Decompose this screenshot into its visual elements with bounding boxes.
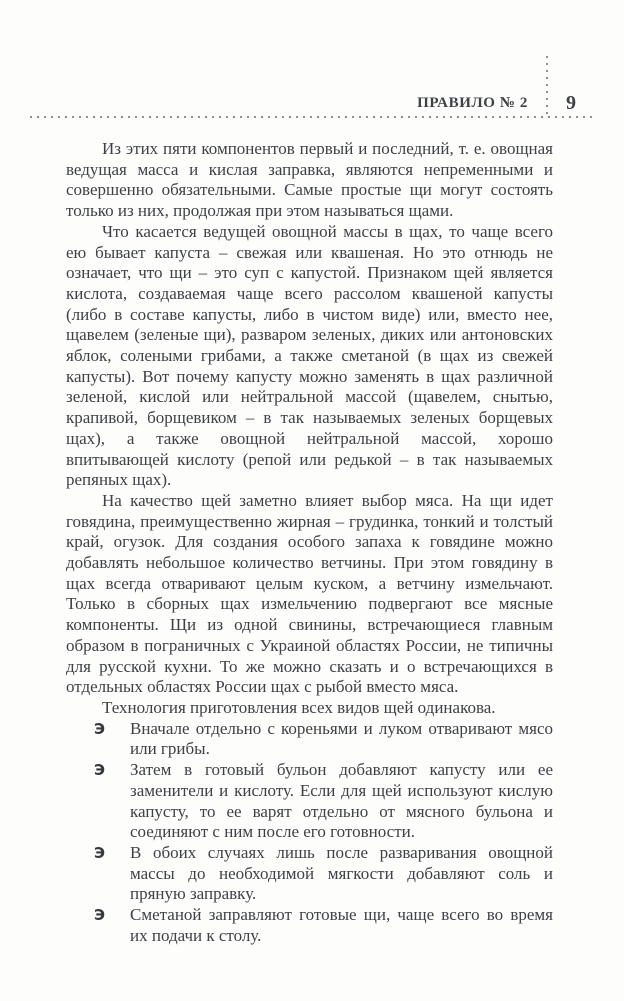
list-item bbox=[66, 760, 553, 843]
list-item bbox=[66, 719, 553, 760]
paragraph-3: На качество щей заметно влияет выбор мяса. На щи идет говядина, преимущественно жирная – грудинка, тонкий и толстый край, огузок. Для создания особого запаха к говядине можно добавлять небольшое количество ветчины. При этом говядину в щах всегда отваривают целым куском, а ветчину измельчают. Только в сборных щах измельчению подвергают все мясные компоненты. Щи из одной свинины, встречающиеся главным образом в пограничных с Украиной областях России, не типичны для русской кухни. То же можно сказать и о встречающихся в отдельных областях России щах с рыбой вместо мяса. bbox=[66, 490, 553, 697]
preparation-steps-list bbox=[66, 719, 553, 947]
list-item-text: В обоих случаях лишь после разваривания овощной массы до необходимой мягкости добавляют соль и пряную заправку. bbox=[130, 842, 553, 904]
page-number: 9 bbox=[566, 92, 576, 114]
chapter-title: ПРАВИЛО № 2 bbox=[417, 95, 528, 111]
list-item-text: Вначале отдельно с кореньями и луком отваривают мясо или грибы. bbox=[130, 718, 553, 759]
running-header bbox=[417, 56, 594, 116]
paragraph-4: Технология приготовления всех видов щей одинакова. bbox=[102, 697, 496, 717]
list-item bbox=[66, 905, 553, 946]
paragraph-2: Что касается ведущей овощной массы в щах, то чаще всего ею бывает капуста – свежая или квашеная. Но это отнюдь не означает, что щи – это суп с капустой. Признаком щей является кислота, создаваемая чаще всего рассолом квашеной капусты (либо в составе капусты, либо в чистом виде) или, вместо нее, щавелем (зеленые щи), разваром зеленых, диких или антоновских яблок, солеными грибами, а также сметаной (в щах из свежей капусты). Вот почему капусту можно заменять в щах различной зеленой, кислой или нейтральной массой (щавелем, снытью, крапивой, борщевиком – в так называемых зеленых борщевых щах), а также овощной нейтральной массой, хорошо впитывающей кислоту (репой или редькой – в так называемых репяных щах). bbox=[66, 221, 553, 490]
list-item-text: Затем в готовый бульон добавляют капусту или ее заменители и кислоту. Если для щей используют кислую капусту, то ее варят отдельно от мясного бульона и соединяют с ним после его готовности. bbox=[130, 760, 553, 842]
horizontal-dotted-rule bbox=[30, 116, 594, 118]
bullet-icon: Э bbox=[94, 761, 106, 780]
list-item bbox=[66, 843, 553, 905]
bullet-icon: Э bbox=[94, 843, 106, 862]
bullet-icon: Э bbox=[94, 906, 106, 925]
list-item-text: Сметаной заправляют готовые щи, чаще всего во время их подачи к столу. bbox=[130, 905, 553, 945]
body-text bbox=[66, 139, 553, 946]
bullet-icon: Э bbox=[94, 719, 106, 738]
paragraph-1: Из этих пяти компонентов первый и последний, т. е. овощная ведущая масса и кислая заправка, являются непременными и совершенно обязательными. Самые простые щи могут состоять только из них, продолжая при этом называться щами. bbox=[66, 139, 553, 221]
